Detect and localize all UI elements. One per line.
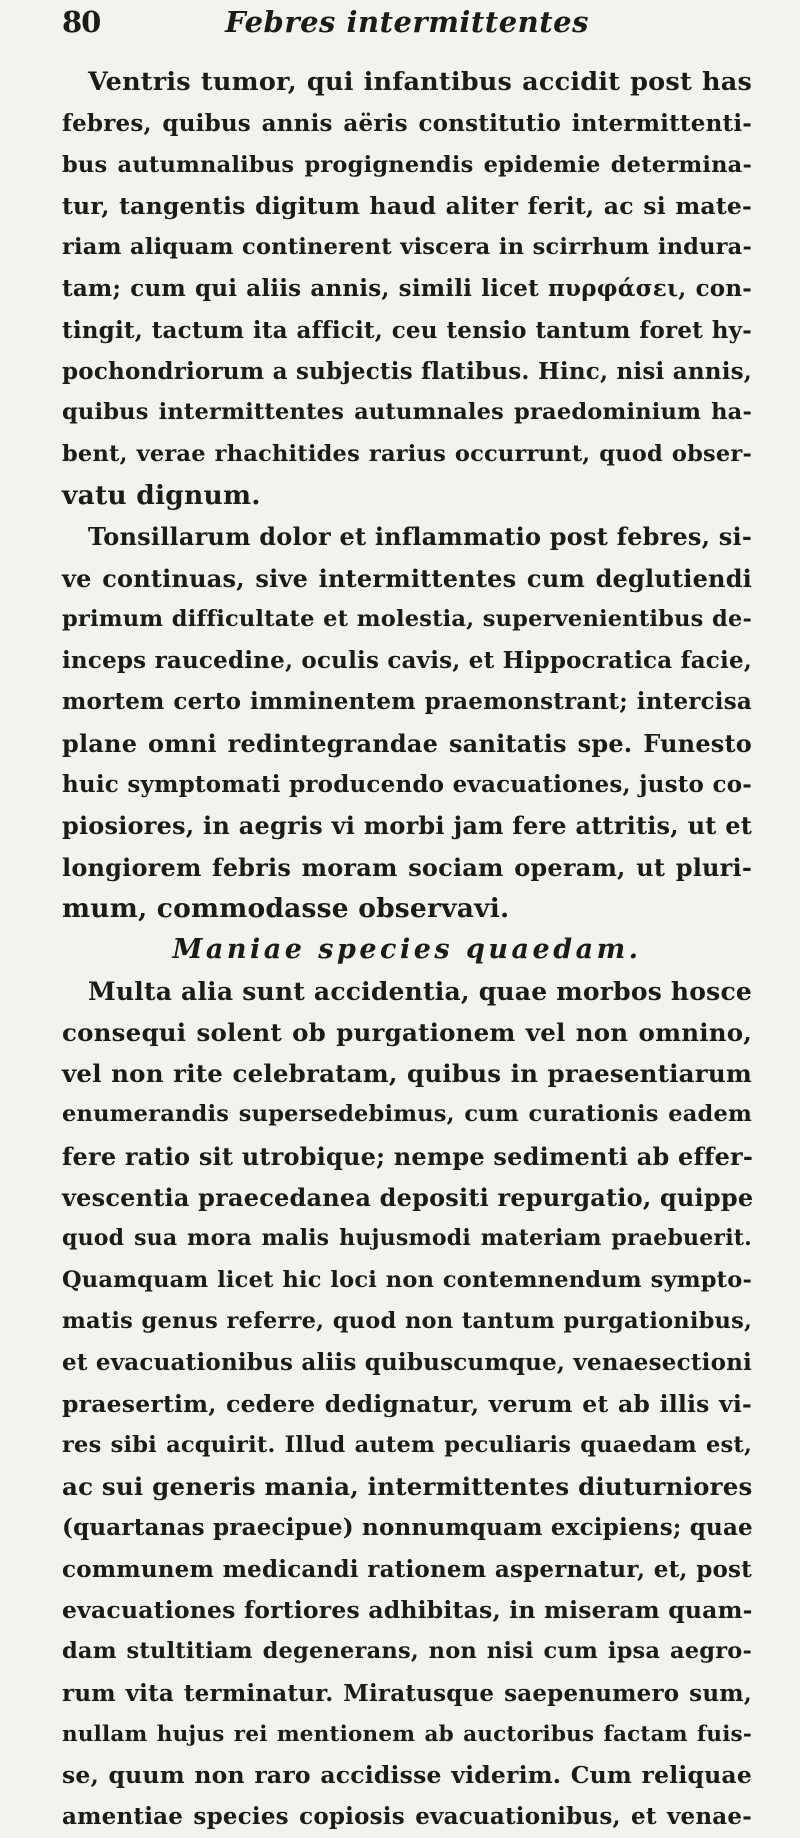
text-line: plane omni redintegrandae sanitatis spe. Funesto — [62, 728, 752, 758]
text-line: Quamquam licet hic loci non contemnendum sympto- — [62, 1266, 752, 1293]
text-line: rum vita terminatur. Miratusque saepenumero sum, — [62, 1679, 752, 1707]
text-line: enumerandis supersedebimus, cum curationis eadem — [62, 1101, 752, 1128]
text-line: Ventris tumor, qui infantibus accidit post has — [88, 67, 752, 97]
running-title: Febres intermittentes — [225, 5, 589, 39]
text-line: ac sui generis mania, intermittentes diuturniores — [62, 1472, 753, 1502]
text-line: inceps raucedine, oculis cavis, et Hippocratica facie, — [62, 647, 752, 675]
paragraph — [62, 516, 752, 929]
body-text — [62, 62, 752, 1838]
text-line: vatu dignum. — [62, 479, 261, 511]
text-line: huic symptomati producendo evacuationes, justo co- — [62, 771, 752, 799]
section-heading: Maniae species quaedam. — [172, 934, 642, 966]
paragraph — [62, 62, 752, 516]
text-line: se, quum non raro accidisse viderim. Cum reliquae — [62, 1761, 752, 1790]
text-line: communem medicandi rationem aspernatur, et, post — [62, 1555, 752, 1583]
text-line: Multa alia sunt accidentia, quae morbos hosce — [88, 976, 752, 1006]
text-line: tingit, tactum ita afficit, ceu tensio tantum foret hy- — [62, 316, 752, 344]
text-line: praesertim, cedere dedignatur, verum et ab illis vi- — [62, 1389, 752, 1418]
text-line: vescentia praecedanea depositi repurgatio, quippe — [62, 1183, 754, 1213]
text-line: primum difficultate et molestia, supervenientibus de- — [62, 605, 752, 632]
text-line: mortem certo imminentem praemonstrant; intercisa — [62, 688, 752, 716]
text-line: (quartanas praecipue) nonnumquam excipiens; quae — [62, 1514, 753, 1542]
paragraph — [62, 971, 752, 1838]
text-line: piosiores, in aegris vi morbi jam fere attritis, ut et — [62, 811, 752, 841]
text-line: amentiae species copiosis evacuationibus, et venae- — [62, 1803, 752, 1831]
text-line: bent, verae rhachitides rarius occurrunt, quod obser- — [62, 440, 752, 467]
text-line: quibus intermittentes autumnales praedominium ha- — [62, 399, 752, 426]
text-line: ve continuas, sive intermittentes cum deglutiendi — [62, 563, 752, 593]
text-line: fere ratio sit utrobique; nempe sedimenti ab effer- — [62, 1141, 754, 1171]
text-line: quod sua mora malis hujusmodi materiam praebuerit. — [62, 1225, 752, 1252]
page-number: 80 — [62, 5, 101, 39]
text-line: matis genus referre, quod non tantum purgationibus, — [62, 1307, 752, 1334]
text-line: riam aliquam continerent viscera in scirrhum indura- — [62, 234, 752, 261]
text-line: longiorem febris moram sociam operam, ut pluri- — [62, 852, 752, 882]
text-line: nullam hujus rei mentionem ab auctoribus factam fuis- — [62, 1721, 752, 1747]
text-line: pochondriorum a subjectis flatibus. Hinc, nisi annis, — [62, 358, 752, 386]
text-line: et evacuationibus aliis quibuscumque, venaesectioni — [62, 1349, 752, 1377]
text-line: dam stultitiam degenerans, non nisi cum ipsa aegro- — [62, 1638, 752, 1665]
text-line: tur, tangentis digitum haud aliter ferit, ac si mate- — [62, 191, 752, 220]
text-line: mum, commodasse observavi. — [62, 892, 510, 924]
text-line: Tonsillarum dolor et inflammatio post febres, si- — [88, 522, 752, 552]
running-head — [62, 5, 752, 45]
text-line: evacuationes fortiores adhibitas, in miseram quam- — [62, 1595, 753, 1624]
text-line: vel non rite celebratam, quibus in praesentiarum — [62, 1059, 752, 1089]
text-line: tam; cum qui aliis annis, simili licet πυρφάσει, con- — [62, 275, 752, 303]
text-line: bus autumnalibus progignendis epidemie determina- — [62, 151, 752, 178]
text-line: febres, quibus annis aëris constitutio intermittenti- — [62, 110, 752, 138]
text-line: consequi solent ob purgationem vel non omnino, — [62, 1017, 752, 1047]
text-line: res sibi acquirit. Illud autem peculiaris quaedam est, — [62, 1431, 752, 1458]
